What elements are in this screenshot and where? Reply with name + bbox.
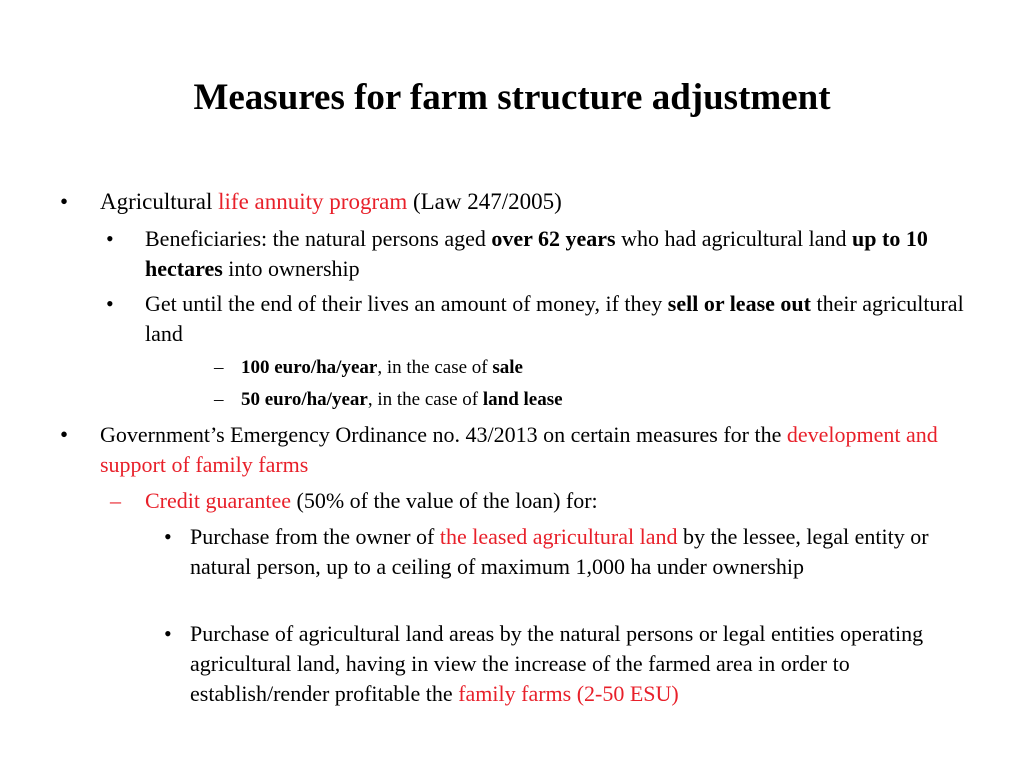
bold-amount: 50 euro/ha/year xyxy=(241,389,368,410)
bullet-marker: • xyxy=(106,226,114,251)
bullet-text-part: Purchase from the owner of xyxy=(190,524,440,549)
bullet-text-part: Agricultural xyxy=(100,189,219,214)
dash-marker: – xyxy=(214,389,224,410)
bullet-text-part: by the lessee, legal entity or natural person, up to a ceiling of maximum 1,000 ha under ownership xyxy=(190,524,929,579)
bullet-text xyxy=(241,387,961,413)
bullet-text xyxy=(145,289,975,349)
bullet-text-part: , in the case of xyxy=(367,389,483,410)
bullet-text-part: Get until the end of their lives an amount of money, if they xyxy=(145,291,668,316)
dash-marker: – xyxy=(214,357,224,378)
highlight-credit-guarantee: Credit guarantee xyxy=(145,488,291,513)
bullet-text-part: Purchase of agricultural land areas by the natural persons or legal entities operating agricultural land, having in view the increase of the farmed area in order to establish/render profitable the xyxy=(190,621,924,706)
bold-age: over 62 years xyxy=(491,226,616,251)
bullet-text-part: into ownership xyxy=(222,256,360,281)
highlight-family-farms-esu: family farms (2-50 ESU) xyxy=(458,681,679,706)
dash-marker: – xyxy=(110,488,121,513)
bullet-marker: • xyxy=(106,291,114,316)
bullet-text-part: (50% of the value of the loan) for: xyxy=(291,488,598,513)
bullet-text-part: , in the case of xyxy=(377,357,493,378)
bullet-marker: • xyxy=(164,524,172,549)
bullet-text xyxy=(190,522,970,582)
bullet-text-part: their agricultural land xyxy=(145,291,964,346)
slide-title: Measures for farm structure adjustment xyxy=(193,77,831,118)
bold-sale: sale xyxy=(492,357,523,378)
bold-amount: 100 euro/ha/year xyxy=(241,357,378,378)
bullet-text xyxy=(100,186,980,217)
bullet-text-part: (Law 247/2005) xyxy=(407,189,562,214)
bullet-text-part: who had agricultural land xyxy=(615,226,853,251)
highlight-life-annuity: life annuity program xyxy=(218,189,408,214)
highlight-leased-land: the leased agricultural land xyxy=(439,524,678,549)
bullet-text xyxy=(145,224,975,284)
bold-hectares: up to 10 hectares xyxy=(145,226,928,281)
bold-land-lease: land lease xyxy=(482,389,563,410)
bullet-text xyxy=(190,619,970,709)
bullet-marker: • xyxy=(164,621,172,646)
bullet-text-part: Government’s Emergency Ordinance no. 43/2013 on certain measures for the xyxy=(100,422,787,447)
bullet-text xyxy=(241,355,961,381)
highlight-family-farms: development and support of family farms xyxy=(100,422,938,477)
bold-sell-lease: sell or lease out xyxy=(667,291,811,316)
bullet-text xyxy=(100,420,960,480)
bullet-marker: • xyxy=(60,422,69,447)
bullet-text-part: Beneficiaries: the natural persons aged xyxy=(145,226,492,251)
bullet-text xyxy=(145,486,965,516)
bullet-marker: • xyxy=(60,189,69,214)
